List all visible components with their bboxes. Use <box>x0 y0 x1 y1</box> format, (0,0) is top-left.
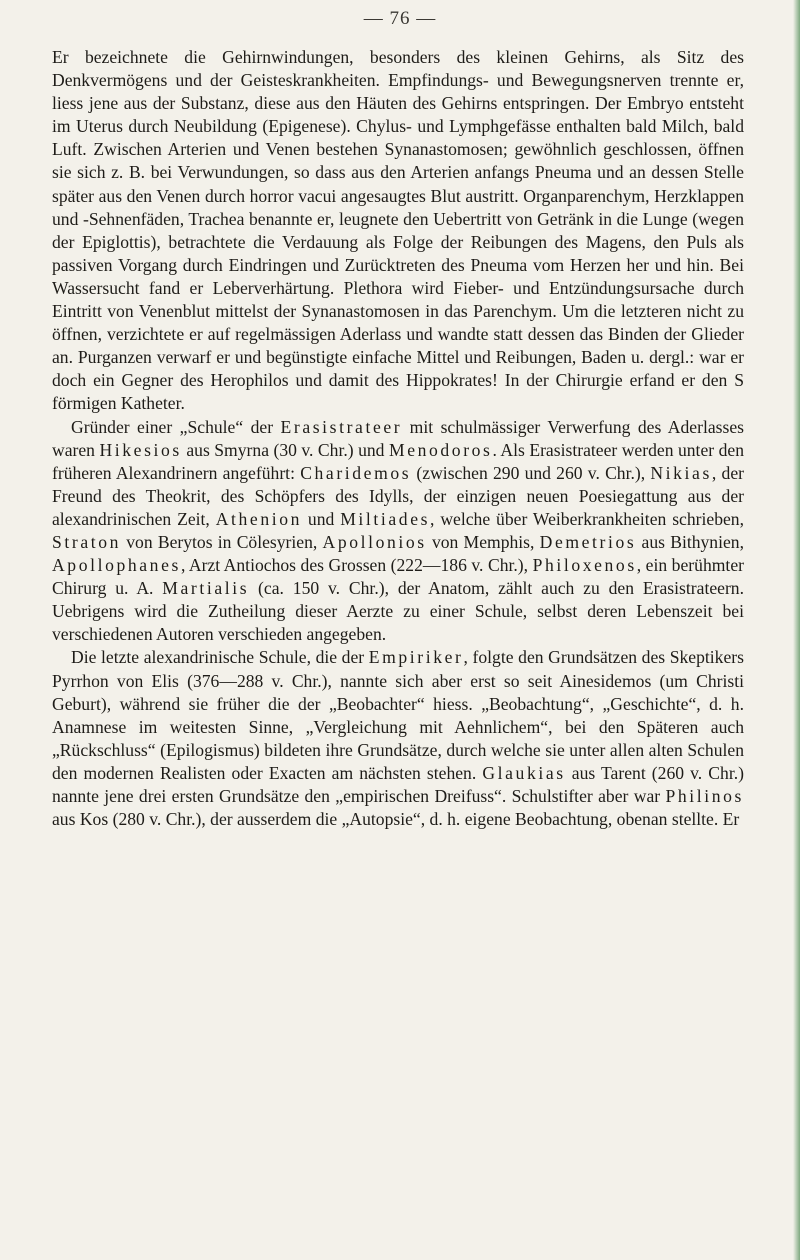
paragraph-2 <box>52 416 744 647</box>
spaced-name: Nikias <box>650 462 712 483</box>
text-run: aus Smyrna (30 v. Chr.) und <box>181 439 389 460</box>
spaced-name: Empiriker <box>368 647 464 668</box>
text-run: (zwischen 290 und 260 v. Chr.), <box>411 462 651 483</box>
text-run: , Arzt Antiochos des Grossen (222—186 v. Chr.), <box>180 555 533 576</box>
spaced-name: Erasistrateer <box>280 416 403 437</box>
text-run: , der Freund des Theokrit, des Schöpfers des Idylls, der einzigen neuen Poesiegattung aus der alexandrinischen Zeit, <box>52 462 744 529</box>
text-run: mit schulmässiger Verwerfung des Aderlasses waren <box>52 416 744 460</box>
spaced-name: Demetrios <box>539 531 637 552</box>
text-run: aus Bithynien, <box>636 531 744 552</box>
spaced-name: Philinos <box>665 786 744 806</box>
text-run: und <box>302 508 341 529</box>
text-run: (ca. 150 v. Chr.), der Anatom, zählt auch zu den Erasistrateern. Uebrigens wird die Zutheilung dieser Aerzte zu einer Schule, selbst deren Lebenszeit bei verschiedenen Autoren verschieden angegeben. <box>52 578 744 645</box>
text-run: von Memphis, <box>426 531 540 552</box>
body-text <box>52 46 744 831</box>
text-run: Er bezeichnete die Gehirnwindungen, besonders des kleinen Gehirns, als Sitz des Denkvermögens und der Geisteskrankheiten. Empfindungs- und Bewegungsnerven trennte er, liess jene aus der Substanz, diese aus den Häuten des Gehirns entspringen. Der Embryo entsteht im Uterus durch Neubildung (Epigenese). Chylus- und Lymphgefässe enthalten bald Milch, bald Luft. Zwischen Arterien und Venen bestehen Synanastomosen; gewöhnlich geschlossen, öffnen sie sich z. B. bei Verwundungen, so dass aus den Arterien anfangs Pneuma und an dessen Stelle später aus den Venen durch horror vacui angesaugtes Blut austritt. Organparenchym, Herzklappen und -Sehnenfäden, Trachea benannte er, leugnete den Uebertritt von Getränk in die Lunge (wegen der Epiglottis), betrachtete die Verdauung als Folge der Reibungen des Magens, den Puls als passiven Vorgang durch Eindringen und Zurücktreten des Pneuma vom Herzen her und hin. Bei Wassersucht fand er Leberverhärtung. Plethora wird Fieber- und Entzündungsursache durch Eintritt von Venenblut mittelst der Synanastomosen in das Parenchym. Um die letzteren nicht zu öffnen, verzichtete er auf regelmässigen Aderlass und wandte statt dessen das Binden der Glieder an. Purganzen verwarf er und begünstigte einfache Mittel und Reibungen, Baden u. dergl.: war er doch ein Gegner des Herophilos und damit des Hippokrates! In der Chirurgie erfand er den S förmigen Katheter. <box>52 47 744 414</box>
page-edge <box>793 0 800 1260</box>
spaced-name: Straton <box>52 531 122 552</box>
text-run: von Berytos in Cölesyrien, <box>121 531 323 552</box>
spaced-name: Athenion <box>215 508 302 529</box>
text-run: Die letzte alexandrinische Schule, die der <box>71 647 369 668</box>
text-run: aus Tarent (260 v. Chr.) nannte jene drei ersten Grundsätze den „empirischen Dreifuss“. Schulstifter aber war <box>52 762 744 806</box>
text-run: aus Kos (280 v. Chr.), der ausserdem die „Autopsie“, d. h. eigene Beobachtung, obenan stellte. Er <box>52 809 740 830</box>
spaced-name: Glaukias <box>482 762 566 783</box>
spaced-name: Philoxenos <box>532 555 637 576</box>
text-run: . Als Erasistrateer werden unter den früheren Alexandrinern angeführt: <box>52 439 744 483</box>
spaced-name: Apollonios <box>322 531 427 552</box>
spaced-name: Martialis <box>162 578 250 599</box>
spaced-name: Charidemos <box>300 462 412 483</box>
page-number: — 76 — <box>363 8 437 29</box>
spaced-name: Miltiades <box>340 508 431 529</box>
text-run: , welche über Weiberkrankheiten schrieben, <box>430 508 744 529</box>
text-run: , ein berühmter Chirurg u. A. <box>52 555 744 599</box>
paragraph-1 <box>52 46 744 416</box>
paragraph-3 <box>52 646 744 831</box>
spaced-name: Apollophanes <box>52 555 181 576</box>
text-run: Gründer einer „Schule“ der <box>71 416 281 437</box>
spaced-name: Menodoros <box>388 439 493 460</box>
spaced-name: Hikesios <box>99 439 182 460</box>
text-run: , folgte den Grundsätzen des Skeptikers Pyrrhon von Elis (376—288 v. Chr.), nannte sich aber erst so seit Ainesidemos (um Christi Geburt), während sie früher die der „Beobachter“ hiess. „Beobachtung“, „Geschichte“, d. h. Anamnese im weitesten Sinne, „Vergleichung mit Aehnlichem“, bei den Späteren auch „Rückschluss“ (Epilogismus) bildeten ihre Grundsätze, durch welche sie unter allen alten Schulen den modernen Realisten oder Exacten am nächsten stehen. <box>52 647 744 783</box>
